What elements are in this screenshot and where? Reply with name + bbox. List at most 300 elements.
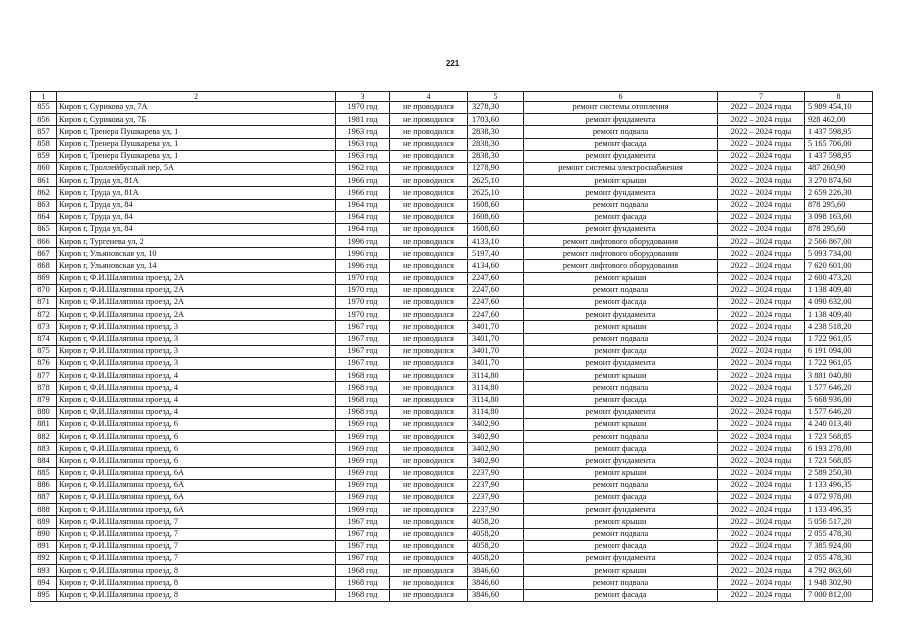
row-number-cell: 878	[31, 382, 57, 394]
work-type-cell: ремонт подвала	[524, 479, 718, 491]
address-cell: Киров г, Ф.И.Шаляпина проезд, 2А	[57, 309, 336, 321]
last-repair-cell: не проводился	[390, 138, 468, 150]
table-row	[31, 102, 873, 114]
address-cell: Киров г, Ф.И.Шаляпина проезд, 6	[57, 443, 336, 455]
area-cell: 2625,10	[468, 175, 524, 187]
header-cell: 7	[718, 92, 805, 102]
period-cell: 2022 – 2024 годы	[718, 297, 805, 309]
row-number-cell: 881	[31, 418, 57, 430]
area-cell: 1278,90	[468, 162, 524, 174]
last-repair-cell: не проводился	[390, 187, 468, 199]
work-type-cell: ремонт крыши	[524, 272, 718, 284]
row-number-cell: 867	[31, 248, 57, 260]
area-cell: 3278,30	[468, 102, 524, 114]
work-type-cell: ремонт лифтового оборудования	[524, 248, 718, 260]
cost-cell: 4 090 632,00	[805, 297, 873, 309]
construction-year-cell: 1966 год	[336, 187, 390, 199]
table-row	[31, 126, 873, 138]
table-row	[31, 443, 873, 455]
cost-cell: 4 240 013,40	[805, 418, 873, 430]
work-type-cell: ремонт крыши	[524, 418, 718, 430]
row-number-cell: 870	[31, 284, 57, 296]
row-number-cell: 886	[31, 479, 57, 491]
period-cell: 2022 – 2024 годы	[718, 138, 805, 150]
work-type-cell: ремонт фундамента	[524, 504, 718, 516]
row-number-cell: 876	[31, 357, 57, 369]
area-cell: 3846,60	[468, 589, 524, 601]
cost-cell: 7 620 601,00	[805, 260, 873, 272]
work-type-cell: ремонт крыши	[524, 516, 718, 528]
address-cell: Киров г, Ф.И.Шаляпина проезд, 3	[57, 333, 336, 345]
address-cell: Киров г, Ф.И.Шаляпина проезд, 2А	[57, 297, 336, 309]
period-cell: 2022 – 2024 годы	[718, 223, 805, 235]
work-type-cell: ремонт фундамента	[524, 223, 718, 235]
table-row	[31, 297, 873, 309]
work-type-cell: ремонт фундамента	[524, 187, 718, 199]
last-repair-cell: не проводился	[390, 321, 468, 333]
period-cell: 2022 – 2024 годы	[718, 309, 805, 321]
cost-cell: 4 238 518,20	[805, 321, 873, 333]
work-type-cell: ремонт фасада	[524, 297, 718, 309]
work-type-cell: ремонт подвала	[524, 284, 718, 296]
construction-year-cell: 1964 год	[336, 211, 390, 223]
construction-year-cell: 1969 год	[336, 504, 390, 516]
cost-cell: 2 589 250,30	[805, 467, 873, 479]
table-row	[31, 540, 873, 552]
address-cell: Киров г, Ульяновская ул, 14	[57, 260, 336, 272]
area-cell: 1608,60	[468, 211, 524, 223]
work-type-cell: ремонт фундамента	[524, 357, 718, 369]
cost-cell: 4 072 978,00	[805, 492, 873, 504]
cost-cell: 1 133 496,35	[805, 479, 873, 491]
address-cell: Киров г, Ф.И.Шаляпина проезд, 8	[57, 577, 336, 589]
table-row	[31, 516, 873, 528]
address-cell: Киров г, Труда ул, 84	[57, 211, 336, 223]
work-type-cell: ремонт фундамента	[524, 455, 718, 467]
last-repair-cell: не проводился	[390, 284, 468, 296]
address-cell: Киров г, Ф.И.Шаляпина проезд, 8	[57, 565, 336, 577]
cost-cell: 1 948 302,90	[805, 577, 873, 589]
last-repair-cell: не проводился	[390, 504, 468, 516]
row-number-cell: 864	[31, 211, 57, 223]
last-repair-cell: не проводился	[390, 102, 468, 114]
area-cell: 2625,10	[468, 187, 524, 199]
cost-cell: 5 989 454,10	[805, 102, 873, 114]
header-cell: 1	[31, 92, 57, 102]
period-cell: 2022 – 2024 годы	[718, 382, 805, 394]
cost-cell: 1 133 496,35	[805, 504, 873, 516]
period-cell: 2022 – 2024 годы	[718, 443, 805, 455]
construction-year-cell: 1969 год	[336, 455, 390, 467]
row-number-cell: 894	[31, 577, 57, 589]
work-type-cell: ремонт фасада	[524, 443, 718, 455]
cost-cell: 6 191 094,00	[805, 345, 873, 357]
table-row	[31, 345, 873, 357]
address-cell: Киров г, Ф.И.Шаляпина проезд, 8	[57, 589, 336, 601]
area-cell: 3401,70	[468, 333, 524, 345]
construction-year-cell: 1967 год	[336, 528, 390, 540]
address-cell: Киров г, Ф.И.Шаляпина проезд, 4	[57, 370, 336, 382]
last-repair-cell: не проводился	[390, 175, 468, 187]
last-repair-cell: не проводился	[390, 345, 468, 357]
area-cell: 3114,80	[468, 370, 524, 382]
header-cell: 3	[336, 92, 390, 102]
address-cell: Киров г, Ф.И.Шаляпина проезд, 6А	[57, 479, 336, 491]
table-row	[31, 321, 873, 333]
period-cell: 2022 – 2024 годы	[718, 211, 805, 223]
area-cell: 2247,60	[468, 284, 524, 296]
period-cell: 2022 – 2024 годы	[718, 272, 805, 284]
last-repair-cell: не проводился	[390, 479, 468, 491]
area-cell: 3401,70	[468, 357, 524, 369]
construction-year-cell: 1967 год	[336, 333, 390, 345]
cost-cell: 1 723 568,85	[805, 431, 873, 443]
area-cell: 2237,90	[468, 467, 524, 479]
row-number-cell: 883	[31, 443, 57, 455]
work-type-cell: ремонт крыши	[524, 467, 718, 479]
table-row	[31, 370, 873, 382]
row-number-cell: 865	[31, 223, 57, 235]
area-cell: 2237,90	[468, 479, 524, 491]
table-row	[31, 577, 873, 589]
row-number-cell: 871	[31, 297, 57, 309]
area-cell: 2237,90	[468, 492, 524, 504]
address-cell: Киров г, Труда ул, 81А	[57, 187, 336, 199]
construction-year-cell: 1968 год	[336, 577, 390, 589]
work-type-cell: ремонт фундамента	[524, 552, 718, 564]
row-number-cell: 862	[31, 187, 57, 199]
table-row	[31, 467, 873, 479]
last-repair-cell: не проводился	[390, 260, 468, 272]
last-repair-cell: не проводился	[390, 272, 468, 284]
row-number-cell: 877	[31, 370, 57, 382]
table-row	[31, 382, 873, 394]
last-repair-cell: не проводился	[390, 382, 468, 394]
area-cell: 4134,60	[468, 260, 524, 272]
period-cell: 2022 – 2024 годы	[718, 467, 805, 479]
period-cell: 2022 – 2024 годы	[718, 187, 805, 199]
cost-cell: 1 437 598,95	[805, 126, 873, 138]
cost-cell: 6 193 278,00	[805, 443, 873, 455]
cost-cell: 1 437 598,95	[805, 150, 873, 162]
last-repair-cell: не проводился	[390, 528, 468, 540]
area-cell: 3114,80	[468, 394, 524, 406]
work-type-cell: ремонт подвала	[524, 528, 718, 540]
table-row	[31, 418, 873, 430]
period-cell: 2022 – 2024 годы	[718, 492, 805, 504]
address-cell: Киров г, Ф.И.Шаляпина проезд, 7	[57, 552, 336, 564]
cost-cell: 1 577 646,20	[805, 382, 873, 394]
address-cell: Киров г, Ф.И.Шаляпина проезд, 4	[57, 382, 336, 394]
period-cell: 2022 – 2024 годы	[718, 577, 805, 589]
row-number-cell: 889	[31, 516, 57, 528]
work-type-cell: ремонт фасада	[524, 138, 718, 150]
construction-year-cell: 1969 год	[336, 418, 390, 430]
row-number-cell: 882	[31, 431, 57, 443]
row-number-cell: 855	[31, 102, 57, 114]
work-type-cell: ремонт фундамента	[524, 150, 718, 162]
last-repair-cell: не проводился	[390, 577, 468, 589]
work-type-cell: ремонт крыши	[524, 370, 718, 382]
table-row	[31, 333, 873, 345]
address-cell: Киров г, Сурикова ул, 7А	[57, 102, 336, 114]
last-repair-cell: не проводился	[390, 540, 468, 552]
address-cell: Киров г, Труда ул, 84	[57, 223, 336, 235]
area-cell: 3401,70	[468, 321, 524, 333]
last-repair-cell: не проводился	[390, 492, 468, 504]
construction-year-cell: 1967 год	[336, 540, 390, 552]
period-cell: 2022 – 2024 годы	[718, 418, 805, 430]
construction-year-cell: 1962 год	[336, 162, 390, 174]
work-type-cell: ремонт подвала	[524, 199, 718, 211]
address-cell: Киров г, Тургенева ул, 2	[57, 236, 336, 248]
address-cell: Киров г, Ф.И.Шаляпина проезд, 7	[57, 516, 336, 528]
construction-year-cell: 1970 год	[336, 272, 390, 284]
construction-year-cell: 1970 год	[336, 297, 390, 309]
last-repair-cell: не проводился	[390, 565, 468, 577]
address-cell: Киров г, Ф.И.Шаляпина проезд, 6	[57, 431, 336, 443]
area-cell: 1703,60	[468, 114, 524, 126]
work-type-cell: ремонт фасада	[524, 394, 718, 406]
cost-cell: 1 722 961,05	[805, 333, 873, 345]
cost-cell: 7 385 924,00	[805, 540, 873, 552]
construction-year-cell: 1996 год	[336, 236, 390, 248]
row-number-cell: 874	[31, 333, 57, 345]
cost-cell: 1 577 646,20	[805, 406, 873, 418]
row-number-cell: 856	[31, 114, 57, 126]
last-repair-cell: не проводился	[390, 357, 468, 369]
area-cell: 4058,20	[468, 552, 524, 564]
period-cell: 2022 – 2024 годы	[718, 540, 805, 552]
table-row	[31, 272, 873, 284]
construction-year-cell: 1969 год	[336, 479, 390, 491]
table-row	[31, 175, 873, 187]
table-row	[31, 357, 873, 369]
construction-year-cell: 1968 год	[336, 382, 390, 394]
period-cell: 2022 – 2024 годы	[718, 284, 805, 296]
last-repair-cell: не проводился	[390, 150, 468, 162]
construction-year-cell: 1967 год	[336, 321, 390, 333]
address-cell: Киров г, Тренера Пушкарева ул, 1	[57, 126, 336, 138]
area-cell: 3114,80	[468, 382, 524, 394]
area-cell: 1608,60	[468, 223, 524, 235]
cost-cell: 5 093 734,00	[805, 248, 873, 260]
area-cell: 2838,30	[468, 150, 524, 162]
row-number-cell: 888	[31, 504, 57, 516]
last-repair-cell: не проводился	[390, 394, 468, 406]
construction-year-cell: 1996 год	[336, 260, 390, 272]
row-number-cell: 868	[31, 260, 57, 272]
address-cell: Киров г, Ф.И.Шаляпина проезд, 3	[57, 345, 336, 357]
period-cell: 2022 – 2024 годы	[718, 150, 805, 162]
area-cell: 2237,90	[468, 504, 524, 516]
last-repair-cell: не проводился	[390, 418, 468, 430]
cost-cell: 1 723 568,85	[805, 455, 873, 467]
header-cell: 4	[390, 92, 468, 102]
table-row	[31, 223, 873, 235]
last-repair-cell: не проводился	[390, 467, 468, 479]
row-number-cell: 866	[31, 236, 57, 248]
row-number-cell: 872	[31, 309, 57, 321]
repair-program-table	[30, 91, 873, 602]
table-row	[31, 504, 873, 516]
construction-year-cell: 1967 год	[336, 552, 390, 564]
last-repair-cell: не проводился	[390, 162, 468, 174]
last-repair-cell: не проводился	[390, 431, 468, 443]
construction-year-cell: 1969 год	[336, 431, 390, 443]
row-number-cell: 873	[31, 321, 57, 333]
area-cell: 2247,60	[468, 272, 524, 284]
table-row	[31, 492, 873, 504]
work-type-cell: ремонт фасада	[524, 589, 718, 601]
cost-cell: 5 668 936,00	[805, 394, 873, 406]
period-cell: 2022 – 2024 годы	[718, 260, 805, 272]
row-number-cell: 885	[31, 467, 57, 479]
last-repair-cell: не проводился	[390, 370, 468, 382]
cost-cell: 2 055 478,30	[805, 528, 873, 540]
construction-year-cell: 1963 год	[336, 150, 390, 162]
work-type-cell: ремонт фасада	[524, 492, 718, 504]
period-cell: 2022 – 2024 годы	[718, 162, 805, 174]
area-cell: 4058,20	[468, 540, 524, 552]
area-cell: 3846,60	[468, 565, 524, 577]
address-cell: Киров г, Ф.И.Шаляпина проезд, 6А	[57, 492, 336, 504]
period-cell: 2022 – 2024 годы	[718, 102, 805, 114]
last-repair-cell: не проводился	[390, 248, 468, 260]
address-cell: Киров г, Сурикова ул, 7Б	[57, 114, 336, 126]
address-cell: Киров г, Ф.И.Шаляпина проезд, 7	[57, 528, 336, 540]
table-row	[31, 552, 873, 564]
header-cell: 8	[805, 92, 873, 102]
construction-year-cell: 1970 год	[336, 309, 390, 321]
row-number-cell: 895	[31, 589, 57, 601]
construction-year-cell: 1981 год	[336, 114, 390, 126]
period-cell: 2022 – 2024 годы	[718, 345, 805, 357]
construction-year-cell: 1967 год	[336, 516, 390, 528]
last-repair-cell: не проводился	[390, 309, 468, 321]
address-cell: Киров г, Тренера Пушкарева ул, 1	[57, 138, 336, 150]
area-cell: 2247,60	[468, 309, 524, 321]
table-row	[31, 114, 873, 126]
work-type-cell: ремонт подвала	[524, 577, 718, 589]
address-cell: Киров г, Ф.И.Шаляпина проезд, 6А	[57, 467, 336, 479]
last-repair-cell: не проводился	[390, 236, 468, 248]
work-type-cell: ремонт фасада	[524, 540, 718, 552]
area-cell: 3114,80	[468, 406, 524, 418]
period-cell: 2022 – 2024 годы	[718, 126, 805, 138]
period-cell: 2022 – 2024 годы	[718, 516, 805, 528]
table-row	[31, 406, 873, 418]
address-cell: Киров г, Труда ул, 84	[57, 199, 336, 211]
construction-year-cell: 1966 год	[336, 175, 390, 187]
last-repair-cell: не проводился	[390, 126, 468, 138]
area-cell: 1608,60	[468, 199, 524, 211]
address-cell: Киров г, Троллейбусный пер, 5А	[57, 162, 336, 174]
table-row	[31, 199, 873, 211]
work-type-cell: ремонт подвала	[524, 382, 718, 394]
cost-cell: 487 260,90	[805, 162, 873, 174]
last-repair-cell: не проводился	[390, 516, 468, 528]
period-cell: 2022 – 2024 годы	[718, 236, 805, 248]
period-cell: 2022 – 2024 годы	[718, 406, 805, 418]
area-cell: 4058,20	[468, 528, 524, 540]
work-type-cell: ремонт подвала	[524, 126, 718, 138]
area-cell: 3402,90	[468, 455, 524, 467]
construction-year-cell: 1969 год	[336, 467, 390, 479]
row-number-cell: 890	[31, 528, 57, 540]
table-row	[31, 260, 873, 272]
table-row	[31, 162, 873, 174]
construction-year-cell: 1968 год	[336, 370, 390, 382]
period-cell: 2022 – 2024 годы	[718, 357, 805, 369]
period-cell: 2022 – 2024 годы	[718, 370, 805, 382]
period-cell: 2022 – 2024 годы	[718, 589, 805, 601]
period-cell: 2022 – 2024 годы	[718, 504, 805, 516]
period-cell: 2022 – 2024 годы	[718, 199, 805, 211]
work-type-cell: ремонт лифтового оборудования	[524, 260, 718, 272]
area-cell: 3402,90	[468, 418, 524, 430]
table-row	[31, 565, 873, 577]
cost-cell: 5 056 517,20	[805, 516, 873, 528]
work-type-cell: ремонт фасада	[524, 211, 718, 223]
table-row	[31, 309, 873, 321]
work-type-cell: ремонт крыши	[524, 321, 718, 333]
work-type-cell: ремонт крыши	[524, 175, 718, 187]
row-number-cell: 861	[31, 175, 57, 187]
construction-year-cell: 1969 год	[336, 443, 390, 455]
row-number-cell: 875	[31, 345, 57, 357]
last-repair-cell: не проводился	[390, 211, 468, 223]
address-cell: Киров г, Ф.И.Шаляпина проезд, 3	[57, 321, 336, 333]
period-cell: 2022 – 2024 годы	[718, 431, 805, 443]
table-row	[31, 589, 873, 601]
row-number-cell: 863	[31, 199, 57, 211]
cost-cell: 878 295,60	[805, 199, 873, 211]
row-number-cell: 887	[31, 492, 57, 504]
last-repair-cell: не проводился	[390, 455, 468, 467]
cost-cell: 1 722 961,05	[805, 357, 873, 369]
header-cell: 6	[524, 92, 718, 102]
period-cell: 2022 – 2024 годы	[718, 248, 805, 260]
period-cell: 2022 – 2024 годы	[718, 394, 805, 406]
last-repair-cell: не проводился	[390, 114, 468, 126]
row-number-cell: 884	[31, 455, 57, 467]
last-repair-cell: не проводился	[390, 443, 468, 455]
address-cell: Киров г, Ф.И.Шаляпина проезд, 7	[57, 540, 336, 552]
row-number-cell: 880	[31, 406, 57, 418]
table-row	[31, 150, 873, 162]
construction-year-cell: 1968 год	[336, 565, 390, 577]
table-row	[31, 187, 873, 199]
cost-cell: 2 659 226,30	[805, 187, 873, 199]
work-type-cell: ремонт фасада	[524, 345, 718, 357]
row-number-cell: 892	[31, 552, 57, 564]
construction-year-cell: 1963 год	[336, 126, 390, 138]
row-number-cell: 857	[31, 126, 57, 138]
period-cell: 2022 – 2024 годы	[718, 455, 805, 467]
cost-cell: 1 138 409,40	[805, 284, 873, 296]
address-cell: Киров г, Ф.И.Шаляпина проезд, 2А	[57, 284, 336, 296]
construction-year-cell: 1968 год	[336, 406, 390, 418]
cost-cell: 3 881 040,80	[805, 370, 873, 382]
address-cell: Киров г, Тренера Пушкарева ул, 1	[57, 150, 336, 162]
address-cell: Киров г, Ф.И.Шаляпина проезд, 4	[57, 394, 336, 406]
row-number-cell: 869	[31, 272, 57, 284]
table-row	[31, 236, 873, 248]
row-number-cell: 893	[31, 565, 57, 577]
period-cell: 2022 – 2024 годы	[718, 114, 805, 126]
last-repair-cell: не проводился	[390, 333, 468, 345]
